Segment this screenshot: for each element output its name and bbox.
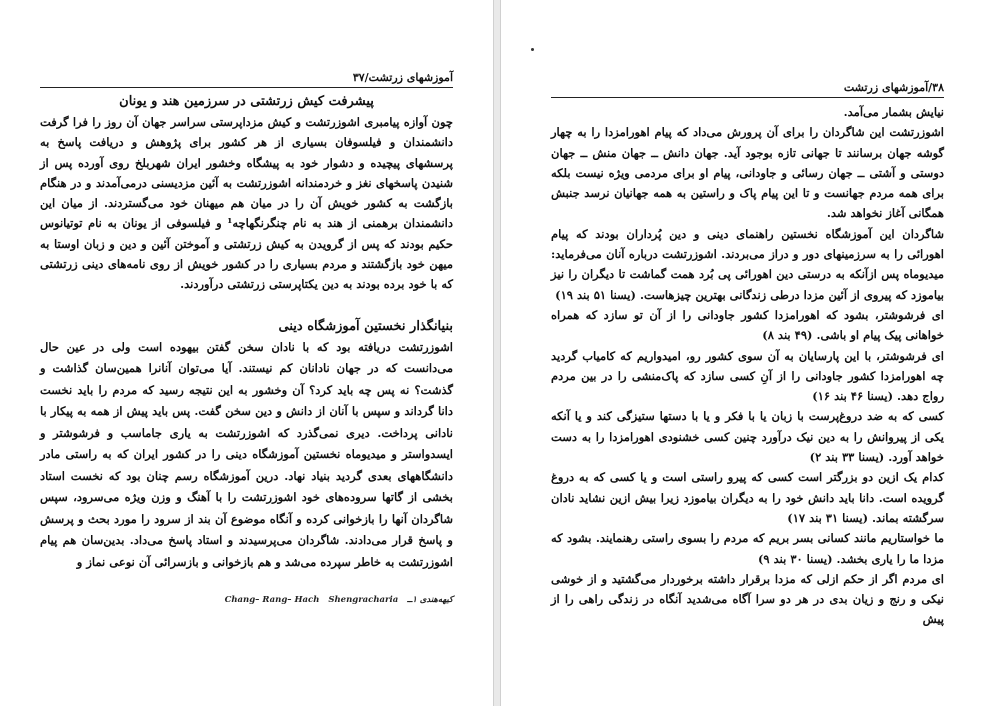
- page-header-right: ۳۸/آموزشهای زرتشت: [551, 80, 944, 98]
- footnote: [40, 595, 453, 605]
- paragraph-2: اشوزرتشت این شاگردان را برای آن پرورش می‌داد که پیام اهورامزدا را به چهار گوشه جهان برسانند تا جهانی تازه بوجود آید. جهان دانش ــ جهان منش ــ جهان دوستی و آشتی ــ جهان رسائی و جاودانی، پیام او برای مردمی ویژه نیست بلکه برای همه مردم جهانست و تا این پیام پاک و راستین به همه جهانیان نرسد جنبش همگانی آغاز نخواهد شد.: [551, 125, 944, 221]
- section-school-body: [40, 337, 453, 574]
- paragraph-school: اشوزرتشت دریافته بود که با نادان سخن گفتن بیهوده است ولی در عین حال می‌دانست که در جهان نادانان کم نیستند. آیا می‌توان آنانرا همین‌سان گذاشت و گذشت؟ نه پس چه باید کرد؟ آن وخشور به این نتیجه رسید که مردم را باید نخست دانا گرداند و سپس با آنان از دانش و دین سخن گفت. پس باید پیش از همه به پیکار با نادانی پرداخت. دیری نمی‌گذرد که اشوزرتشت به یاری جاماسب و فرشوشتر و ایسدواستر و میدیوماه نخستین آموزشگاه دینی را در کشور ایران که به راستی مادر دانشگاههای بعدی گردید بنیاد نهاد. درین آموزشگاه رسم چنان بود که نخست استاد بخشی از گاتها سروده‌های خود اشوزرتشت را با آهنگ و وزن ویژه می‌سرود، سپس شاگردان آنها را بازخوانی کرده و آنگاه موضوع آن بند از سرود را مورد بحث و پرسش و پاسخ قرار می‌دادند. شاگردان می‌پرسیدند و استاد پاسخ می‌داد. بدین‌سان هم پیام اشوزرتشت به خاطر سپرده می‌شد و هم بازخوانی و بازسرائی آن نوعی نماز و: [40, 339, 453, 569]
- section-title-school: بنیانگذار نخستین آموزشگاه دینی: [278, 318, 453, 334]
- right-page-content: [551, 80, 944, 630]
- paragraph-spread: چون آوازه پیامبری اشوزرتشت و کیش مزداپرستی سراسر جهان آن روز را فرا گرفت دانشمندان و فیلسوفان بسیاری از هر کشور برای پژوهش و دریافت پاسخ به پرسشهای پیچیده و دشوار خود به پیشگاه وخشور ایران شهربلخ روی آورده پس از شنیدن پاسخهای نغز و خردمندانه اشوزرتشت به آئین مزدیسنی درمی‌آمدند و در هنگام بازگشت به کشور خویش آن را در میان هم میهنان خود می‌گستردند. از میان این دانشمندان برهمنی از هند به نام چنگرنگهاچه¹ و فیلسوفی از یونان به نام توتیانوس حکیم بودند که پس از گرویدن به کیش زرتشتی و آموختن آئین و دین و زبان اوستا به میهن خود بازگشتند و مردم بسیاری را در کشور خویش از روی نامه‌های دینی زرتشتی که با خود برده بودند به دین یکتاپرستی زرتشتی درآوردند.: [40, 115, 453, 292]
- paragraph-8: ما خواستاریم مانند کسانی بسر بریم که مردم را بسوی راستی رهنمایند. بشود که مزدا ما را یاری بخشد. (یسنا ۳۰ بند ۹): [551, 531, 944, 566]
- left-page: [0, 0, 494, 706]
- right-page: [500, 0, 992, 706]
- section-title-spread: پیشرفت کیش زرتشتی در سرزمین هند و یونان: [119, 94, 374, 109]
- left-page-content: [40, 70, 453, 605]
- paragraph-3: شاگردان این آموزشگاه نخستین راهنمای دینی و دین پُرداران بودند که پیام اهورائی را به سرزمینهای دور و دراز می‌بردند. اشوزرتشت درباره آنان می‌فرماید: میدیوماه پس ازآنکه به درستی دین اهورائی پی بُرد همت گماشت تا دیگران را نیز بیاموزد که پیروی از آئین مزدا در‌طی زندگانی بهترین چیزهاست. (یسنا ۵۱ بند ۱۹): [551, 226, 944, 302]
- paragraph-7: کدام یک ازین دو بزرگتر است کسی که پیرو راستی است و یا کسی که به دروغ گرویده است. دانا باید دانش خود را به دیگران بیاموزد زیرا بیش ازین نشاید نادان سرگشته بماند. (یسنا ۳۱ بند ۱۷): [551, 470, 944, 525]
- page-header-left: آموزشهای زرتشت/۳۷: [40, 70, 453, 88]
- paragraph-5: ای فرشوشتر، با این پارسایان به آن سوی کشور رو، امیدواریم که کامیاب گردید چه اهورامزدا کشور جاودانی را از آنِ کسی سازد که پاک‌منشی را در بین مردم رواج دهد. (یسنا ۴۶ بند ۱۶): [551, 348, 944, 404]
- paragraph-6: کسی که به ضد دروغ‌پرست با زبان یا با فکر و یا با دستها ستیزگی کند و یا آنکه یکی از پیروانش را به دین نیک درآورد چنین کسی خشنودی اهورامزدا را به دست خواهد آورد. (یسنا ۳۳ بند ۲): [551, 409, 944, 465]
- paragraph-4: ای فرشوشتر، بشود که اهورامزدا کشور جاودانی را از آن تو سازد که همراه خواهانی پیک پیام او باشی. (۴۹ بند ۸): [551, 307, 944, 343]
- paragraph-1: نیایش بشمار می‌آمد.: [843, 105, 944, 119]
- footnote-latin: Chang– Rang– Hach: [224, 595, 320, 606]
- paragraph-9: ای مردم اگر از حکم ازلی که مزدا برقرار داشته برخوردار می‌گشتید و از خوشی نیکی و رنج و زیان بدی در هر دو سرا آگاه می‌شدید آنگاه در زندگی راهی را از پیش: [551, 571, 944, 627]
- footnote-number: ۱ــ: [407, 595, 417, 606]
- footnote-persian: Shengracharia کیهه‌هندی: [328, 595, 453, 606]
- page-speck: [531, 48, 534, 51]
